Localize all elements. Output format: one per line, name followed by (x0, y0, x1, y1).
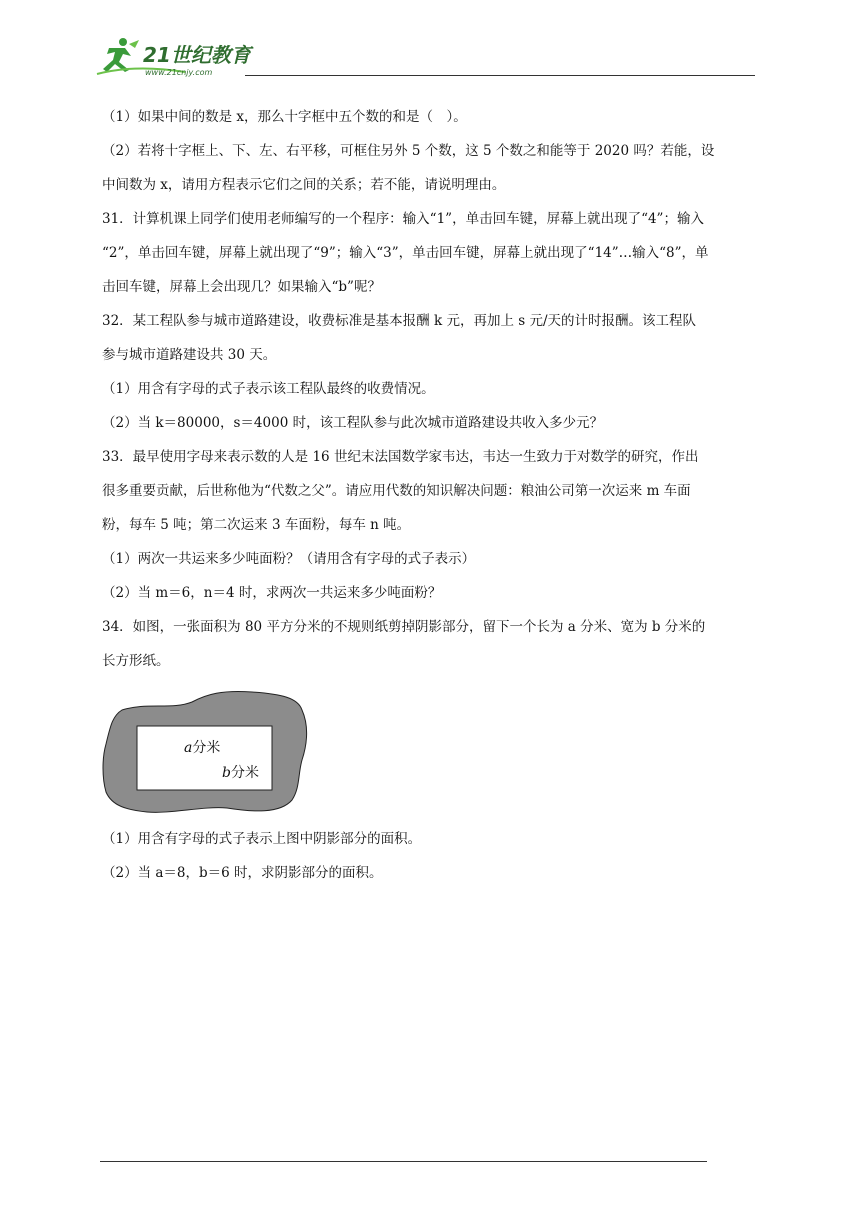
header-rule (245, 75, 755, 76)
width-variable: b (222, 765, 231, 781)
width-unit: 分米 (230, 765, 259, 781)
q30-part2-line2: 中间数为 x，请用方程表示它们之间的关系；若不能，请说明理由。 (102, 177, 506, 193)
length-label (184, 740, 220, 756)
q31-line2: “2”，单击回车键，屏幕上就出现了“9”；输入“3”，单击回车键，屏幕上就出现了“14”…输入“8”，单 (102, 245, 709, 261)
q30-part1: （1）如果中间的数是 x，那么十字框中五个数的和是（ ）。 (102, 109, 467, 125)
q33-line1: 33．最早使用字母来表示数的人是 16 世纪末法国数学家韦达，韦达一生致力于对数学的研究，作出 (102, 449, 699, 465)
logo-text: 21世纪教育 (143, 43, 251, 67)
q34-figure (102, 688, 317, 818)
width-label (222, 765, 259, 781)
footer-rule (100, 1161, 707, 1162)
q32-line1: 32．某工程队参与城市道路建设，收费标准是基本报酬 k 元，再加上 s 元/天的计时报酬。该工程队 (102, 313, 696, 329)
q34-part1: （1）用含有字母的式子表示上图中阴影部分的面积。 (102, 831, 422, 847)
q34-line1: 34．如图，一张面积为 80 平方分米的不规则纸剪掉阴影部分，留下一个长为 a 分米、宽为 b 分米的 (102, 619, 706, 635)
q30-part2-line1: （2）若将十字框上、下、左、右平移，可框住另外 5 个数，这 5 个数之和能等于 2020 吗？若能，设 (102, 143, 715, 159)
length-variable: a (184, 740, 193, 756)
q31-line1: 31．计算机课上同学们使用老师编写的一个程序：输入“1”，单击回车键，屏幕上就出现了“4”；输入 (102, 211, 704, 227)
q32-part2: （2）当 k＝80000，s＝4000 时，该工程队参与此次城市道路建设共收入多少元？ (102, 415, 604, 431)
q34-line2: 长方形纸。 (102, 653, 170, 669)
q33-line2: 很多重要贡献，后世称他为“代数之父”。请应用代数的知识解决问题：粮油公司第一次运来 m 车面 (102, 483, 691, 499)
page-header (95, 30, 755, 80)
q31-line3: 击回车键，屏幕上会出现几？如果输入“b”呢？ (102, 279, 381, 295)
length-unit: 分米 (192, 740, 221, 756)
logo-url: www.21cnjy.com (145, 68, 213, 77)
q33-line3: 粉，每车 5 吨；第二次运来 3 车面粉，每车 n 吨。 (102, 517, 411, 533)
logo-icon (95, 34, 265, 78)
q32-part1: （1）用含有字母的式子表示该工程队最终的收费情况。 (102, 381, 435, 397)
q34-part2: （2）当 a＝8，b＝6 时，求阴影部分的面积。 (102, 865, 383, 881)
q32-line2: 参与城市道路建设共 30 天。 (102, 347, 277, 363)
document-body (102, 100, 762, 890)
q33-part1: （1）两次一共运来多少吨面粉？（请用含有字母的式子表示） (102, 551, 476, 567)
q33-part2: （2）当 m＝6，n＝4 时，求两次一共运来多少吨面粉？ (102, 585, 442, 601)
